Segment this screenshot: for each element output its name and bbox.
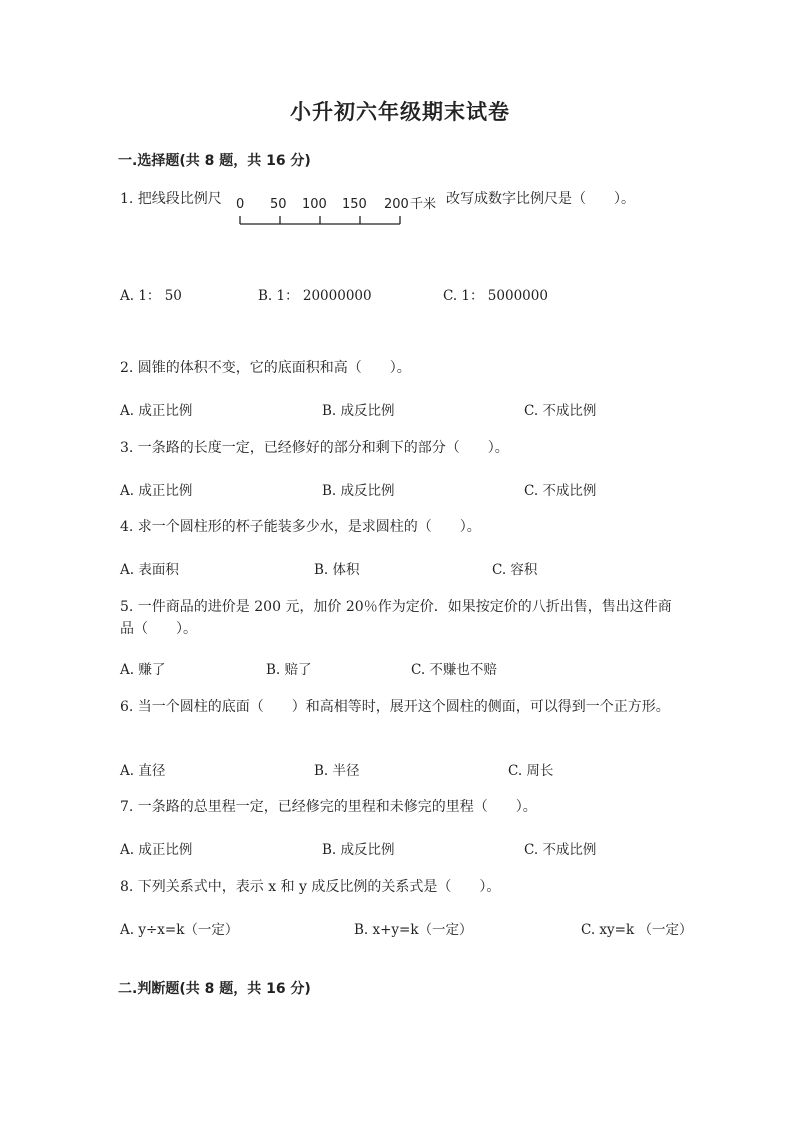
question-1-stem-prefix: 1. 把线段比例尺 xyxy=(120,191,222,207)
question-1-stem-suffix: 改写成数字比例尺是（ ）。 xyxy=(446,191,635,207)
question-6-stem: 6. 当一个圆柱的底面（ ）和高相等时，展开这个圆柱的侧面，可以得到一个正方形。 xyxy=(120,699,670,715)
scale-tick-label: 0 xyxy=(236,197,245,212)
question-2-option-c: C. 不成比例 xyxy=(524,403,597,419)
page-title: 小升初六年级期末试卷 xyxy=(290,100,510,124)
line-scale-figure xyxy=(234,190,444,230)
question-7-stem: 7. 一条路的总里程一定，已经修完的里程和未修完的里程（ ）。 xyxy=(120,799,537,815)
question-3-stem: 3. 一条路的长度一定，已经修好的部分和剩下的部分（ ）。 xyxy=(120,440,509,456)
question-7-option-c: C. 不成比例 xyxy=(524,842,597,858)
scale-tick-label: 100 xyxy=(302,197,327,212)
scale-tick-label: 150 xyxy=(342,197,367,212)
question-6-option-b: B. 半径 xyxy=(314,763,360,779)
question-2-option-a: A. 成正比例 xyxy=(120,403,193,419)
question-3-option-a: A. 成正比例 xyxy=(120,483,193,499)
question-6-option-a: A. 直径 xyxy=(120,763,166,779)
scale-tick-label: 50 xyxy=(270,197,287,212)
question-8-option-b: B. x+y=k（一定） xyxy=(354,922,473,938)
question-4-option-b: B. 体积 xyxy=(314,562,360,578)
question-1-option-b: B. 1： 20000000 xyxy=(258,288,372,304)
question-4-stem: 4. 求一个圆柱形的杯子能装多少水，是求圆柱的（ ）。 xyxy=(120,519,481,535)
question-8-stem: 8. 下列关系式中，表示 x 和 y 成反比例的关系式是（ ）。 xyxy=(120,879,501,895)
question-4-option-a: A. 表面积 xyxy=(120,562,179,578)
question-2-option-b: B. 成反比例 xyxy=(322,403,395,419)
question-8-option-c: C. xy=k （一定） xyxy=(581,922,693,938)
question-6-option-c: C. 周长 xyxy=(508,763,554,779)
question-1-option-c: C. 1： 5000000 xyxy=(443,288,548,304)
scale-tick-label: 200 xyxy=(384,197,409,212)
question-2-stem: 2. 圆锥的体积不变，它的底面积和高（ ）。 xyxy=(120,360,411,376)
section-heading-judgment: 二.判断题(共 8 题，共 16 分) xyxy=(118,981,311,997)
question-1-option-a: A. 1： 50 xyxy=(120,288,182,304)
question-5-option-b: B. 赔了 xyxy=(266,662,312,678)
question-8-option-a: A. y÷x=k（一定） xyxy=(120,922,239,938)
question-3-option-c: C. 不成比例 xyxy=(524,483,597,499)
question-3-option-b: B. 成反比例 xyxy=(322,483,395,499)
question-4-option-c: C. 容积 xyxy=(492,562,538,578)
question-5-stem: 5. 一件商品的进价是 200 元，加价 20％作为定价．如果按定价的八折出售，售出这件商品（ ）。 xyxy=(120,599,672,637)
scale-unit-label: 千米 xyxy=(410,197,437,212)
question-5-option-a: A. 赚了 xyxy=(120,662,166,678)
question-5-option-c: C. 不赚也不赔 xyxy=(411,662,497,678)
question-7-option-b: B. 成反比例 xyxy=(322,842,395,858)
question-7-option-a: A. 成正比例 xyxy=(120,842,193,858)
section-heading-choice: 一.选择题(共 8 题，共 16 分) xyxy=(118,153,311,169)
